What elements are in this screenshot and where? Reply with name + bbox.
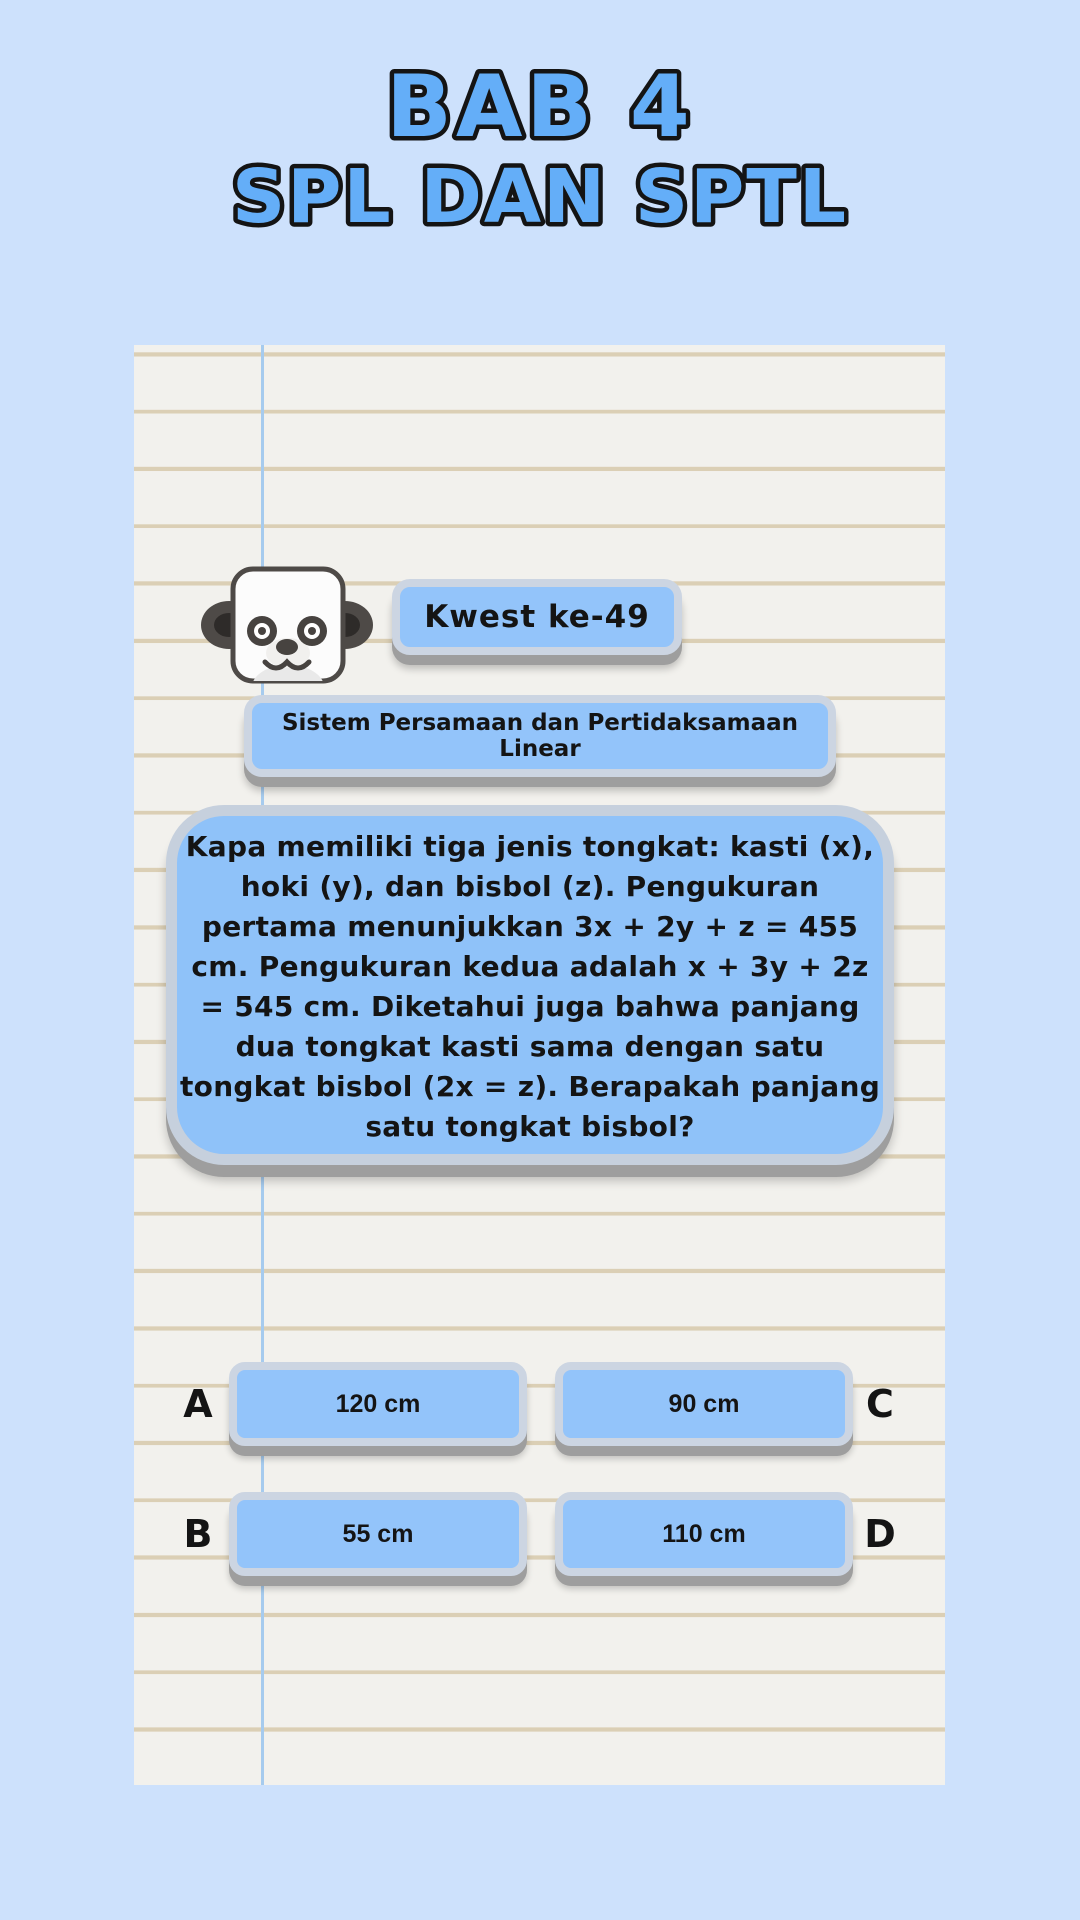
question-line: satu tongkat bisbol? xyxy=(365,1110,695,1143)
option-value-d: 110 cm xyxy=(662,1519,746,1548)
option-value-c: 90 cm xyxy=(668,1389,740,1418)
question-line: Kapa memiliki tiga jenis tongkat: kasti (x), xyxy=(185,830,875,863)
question-line: tongkat bisbol (2x = z). Berapakah panjang xyxy=(179,1070,881,1103)
panda-icon xyxy=(200,561,374,693)
question-box xyxy=(166,805,894,1165)
topic-label: Sistem Persamaan dan Pertidaksamaan Linear xyxy=(281,710,799,762)
option-value-a: 120 cm xyxy=(335,1389,421,1418)
chapter-title xyxy=(0,50,1080,260)
option-letter-a: A xyxy=(183,1382,213,1426)
topic-pill xyxy=(244,695,836,777)
quest-number-pill xyxy=(392,579,682,655)
option-button-a[interactable] xyxy=(229,1362,527,1446)
panda-nose xyxy=(276,639,298,655)
quest-number-label: Kwest ke-49 xyxy=(424,599,650,635)
chapter-title-line2: SPL DAN SPTL xyxy=(232,154,848,240)
question-line: dua tongkat kasti sama dengan satu xyxy=(235,1030,825,1063)
option-letter-b: B xyxy=(183,1512,213,1556)
option-button-b[interactable] xyxy=(229,1492,527,1576)
question-line: = 545 cm. Diketahui juga bahwa panjang xyxy=(200,990,860,1023)
option-button-d[interactable] xyxy=(555,1492,853,1576)
chapter-title-line1: BAB 4 xyxy=(386,57,694,157)
question-line: hoki (y), dan bisbol (z). Pengukuran xyxy=(240,870,820,903)
question-line: pertama menunjukkan 3x + 2y + z = 455 xyxy=(201,910,859,943)
option-letter-d: D xyxy=(864,1512,896,1556)
option-value-b: 55 cm xyxy=(342,1519,414,1548)
option-letter-c: C xyxy=(866,1382,894,1426)
question-line: cm. Pengukuran kedua adalah x + 3y + 2z xyxy=(191,950,869,983)
option-button-c[interactable] xyxy=(555,1362,853,1446)
notebook-paper xyxy=(134,345,945,1785)
